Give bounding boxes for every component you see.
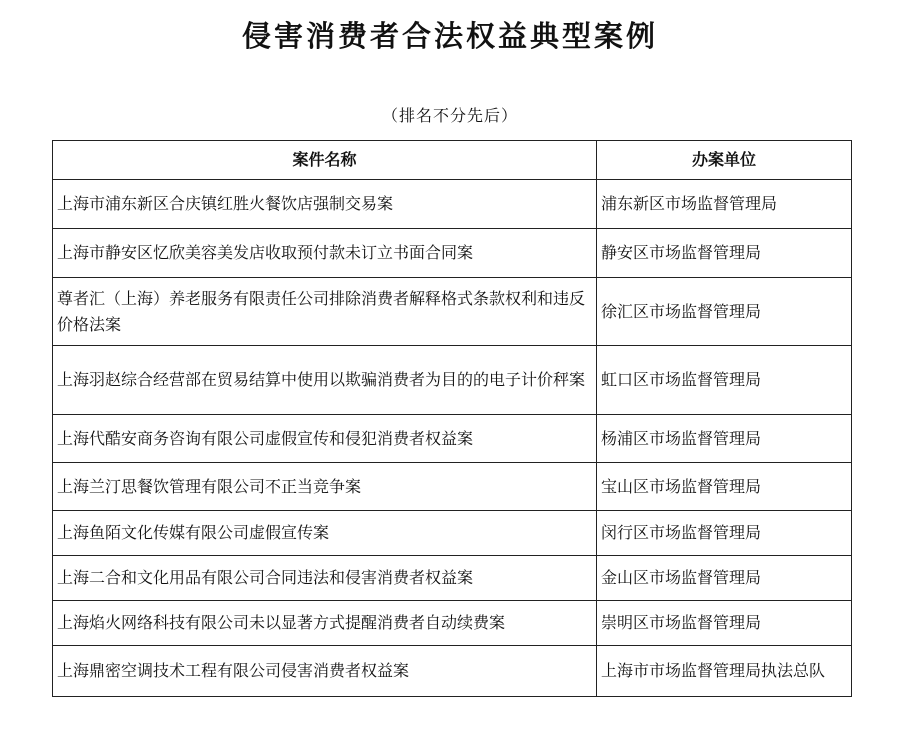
case-name-cell: 上海鱼陌文化传媒有限公司虚假宣传案 bbox=[53, 511, 597, 556]
unit-cell: 杨浦区市场监督管理局 bbox=[597, 415, 852, 463]
case-name-cell: 尊者汇（上海）养老服务有限责任公司排除消费者解释格式条款权利和违反价格法案 bbox=[53, 278, 597, 346]
table-row bbox=[53, 463, 852, 511]
table-row bbox=[53, 415, 852, 463]
unit-cell: 上海市市场监督管理局执法总队 bbox=[597, 646, 852, 697]
unit-cell: 浦东新区市场监督管理局 bbox=[597, 180, 852, 229]
table-row bbox=[53, 180, 852, 229]
case-name-cell: 上海兰汀思餐饮管理有限公司不正当竞争案 bbox=[53, 463, 597, 511]
table-row bbox=[53, 346, 852, 415]
case-name-cell: 上海代酷安商务咨询有限公司虚假宣传和侵犯消费者权益案 bbox=[53, 415, 597, 463]
unit-cell: 徐汇区市场监督管理局 bbox=[597, 278, 852, 346]
case-name-cell: 上海二合和文化用品有限公司合同违法和侵害消费者权益案 bbox=[53, 556, 597, 601]
table-row bbox=[53, 229, 852, 278]
unit-cell: 虹口区市场监督管理局 bbox=[597, 346, 852, 415]
page-subtitle: （排名不分先后） bbox=[381, 106, 518, 125]
page-title: 侵害消费者合法权益典型案例 bbox=[241, 19, 658, 53]
case-name-cell: 上海市静安区忆欣美容美发店收取预付款未订立书面合同案 bbox=[53, 229, 597, 278]
table-row bbox=[53, 646, 852, 697]
table-row bbox=[53, 601, 852, 646]
header-handling-unit: 办案单位 bbox=[597, 141, 852, 180]
header-case-name: 案件名称 bbox=[53, 141, 597, 180]
case-name-cell: 上海焰火网络科技有限公司未以显著方式提醒消费者自动续费案 bbox=[53, 601, 597, 646]
unit-cell: 闵行区市场监督管理局 bbox=[597, 511, 852, 556]
unit-cell: 宝山区市场监督管理局 bbox=[597, 463, 852, 511]
case-name-cell: 上海羽赵综合经营部在贸易结算中使用以欺骗消费者为目的的电子计价秤案 bbox=[53, 346, 597, 415]
case-name-cell: 上海市浦东新区合庆镇红胜火餐饮店强制交易案 bbox=[53, 180, 597, 229]
table-row bbox=[53, 278, 852, 346]
unit-cell: 崇明区市场监督管理局 bbox=[597, 601, 852, 646]
cases-table bbox=[52, 140, 852, 697]
unit-cell: 静安区市场监督管理局 bbox=[597, 229, 852, 278]
table-header-row bbox=[53, 141, 852, 180]
case-name-cell: 上海鼎密空调技术工程有限公司侵害消费者权益案 bbox=[53, 646, 597, 697]
unit-cell: 金山区市场监督管理局 bbox=[597, 556, 852, 601]
table-row bbox=[53, 511, 852, 556]
table-row bbox=[53, 556, 852, 601]
